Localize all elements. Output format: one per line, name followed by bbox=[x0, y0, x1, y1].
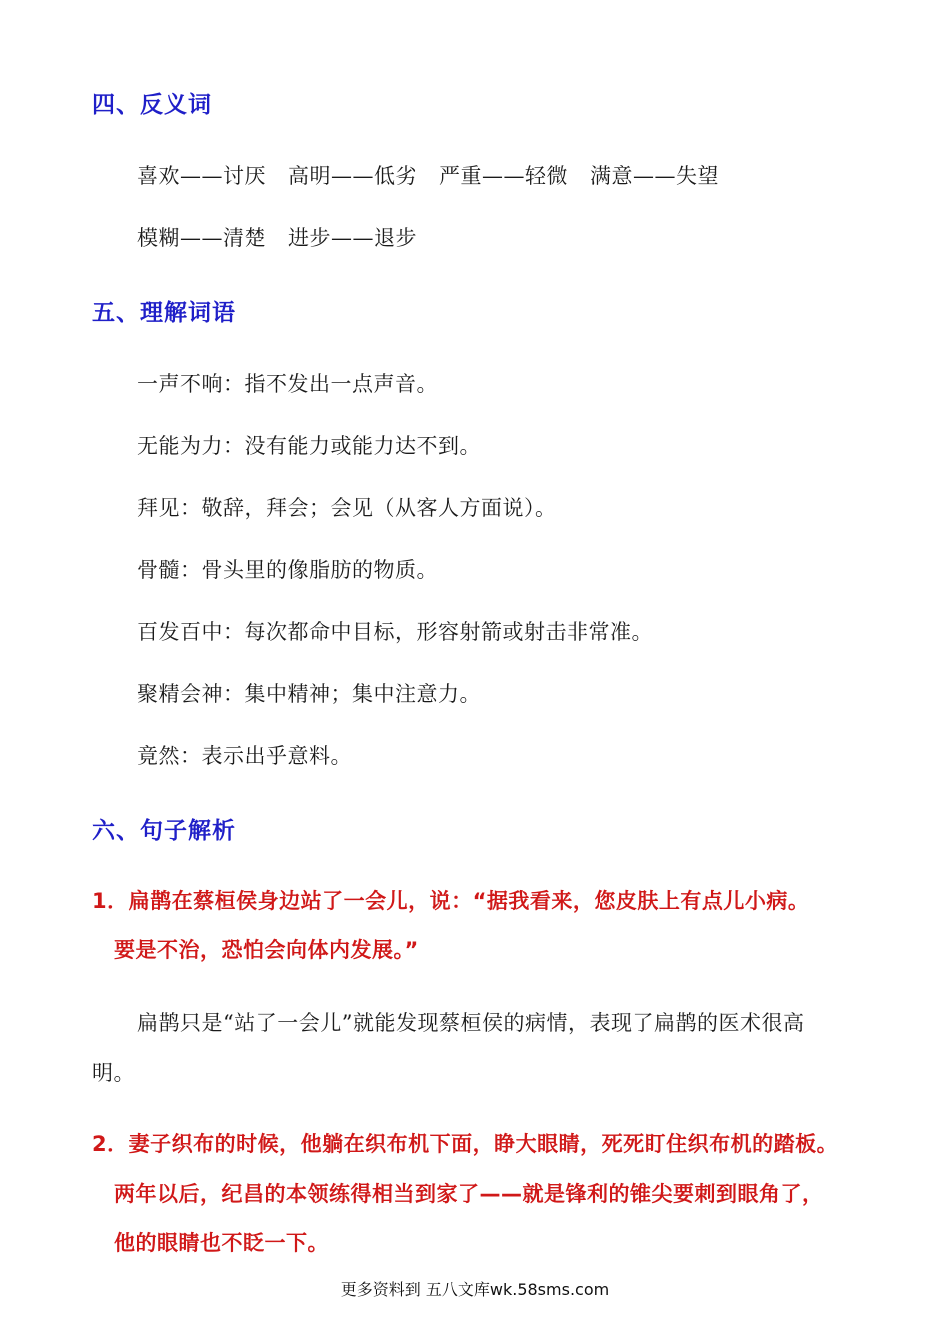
antonym-pair: 喜欢——讨厌 bbox=[137, 164, 266, 188]
section-title-vocabulary: 五、理解词语 bbox=[92, 300, 236, 326]
sentence-1-line-1: 1．扁鹊在蔡桓侯身边站了一会儿，说：“据我看来，您皮肤上有点儿小病。 bbox=[92, 889, 810, 913]
section-title-antonyms: 四、反义词 bbox=[92, 92, 212, 118]
antonym-pair: 满意——失望 bbox=[590, 164, 719, 188]
sentence-1-line-2: 要是不治，恐怕会向体内发展。” bbox=[114, 938, 419, 962]
sentence-2-line-3: 他的眼睛也不眨一下。 bbox=[114, 1231, 329, 1255]
vocabulary-item: 竟然：表示出乎意料。 bbox=[137, 744, 352, 768]
sentence-1-analysis-line-1: 扁鹊只是“站了一会儿”就能发现蔡桓侯的病情，表现了扁鹊的医术很高 bbox=[137, 1011, 805, 1035]
sentence-1-analysis-line-2: 明。 bbox=[92, 1061, 135, 1085]
vocabulary-item: 聚精会神：集中精神；集中注意力。 bbox=[137, 682, 481, 706]
section-title-sentences: 六、句子解析 bbox=[92, 818, 236, 844]
antonym-pair: 严重——轻微 bbox=[439, 164, 568, 188]
antonym-row-1 bbox=[137, 160, 741, 190]
antonym-pair: 模糊——清楚 bbox=[137, 226, 266, 250]
antonym-pair: 高明——低劣 bbox=[288, 164, 417, 188]
antonym-row-2 bbox=[137, 222, 439, 252]
vocabulary-item: 百发百中：每次都命中目标，形容射箭或射击非常准。 bbox=[137, 620, 653, 644]
vocabulary-item: 骨髓：骨头里的像脂肪的物质。 bbox=[137, 558, 438, 582]
vocabulary-item: 拜见：敬辞，拜会；会见（从客人方面说）。 bbox=[137, 496, 557, 520]
vocabulary-item: 无能为力：没有能力或能力达不到。 bbox=[137, 434, 481, 458]
footer-source-link: 更多资料到 五八文库wk.58sms.com bbox=[340, 1280, 610, 1299]
antonym-pair: 进步——退步 bbox=[288, 226, 417, 250]
sentence-2-line-1: 2．妻子织布的时候，他躺在织布机下面，睁大眼睛，死死盯住织布机的踏板。 bbox=[92, 1132, 839, 1156]
sentence-2-line-2: 两年以后，纪昌的本领练得相当到家了——就是锋利的锥尖要刺到眼角了， bbox=[114, 1182, 824, 1206]
vocabulary-item: 一声不响：指不发出一点声音。 bbox=[137, 372, 438, 396]
